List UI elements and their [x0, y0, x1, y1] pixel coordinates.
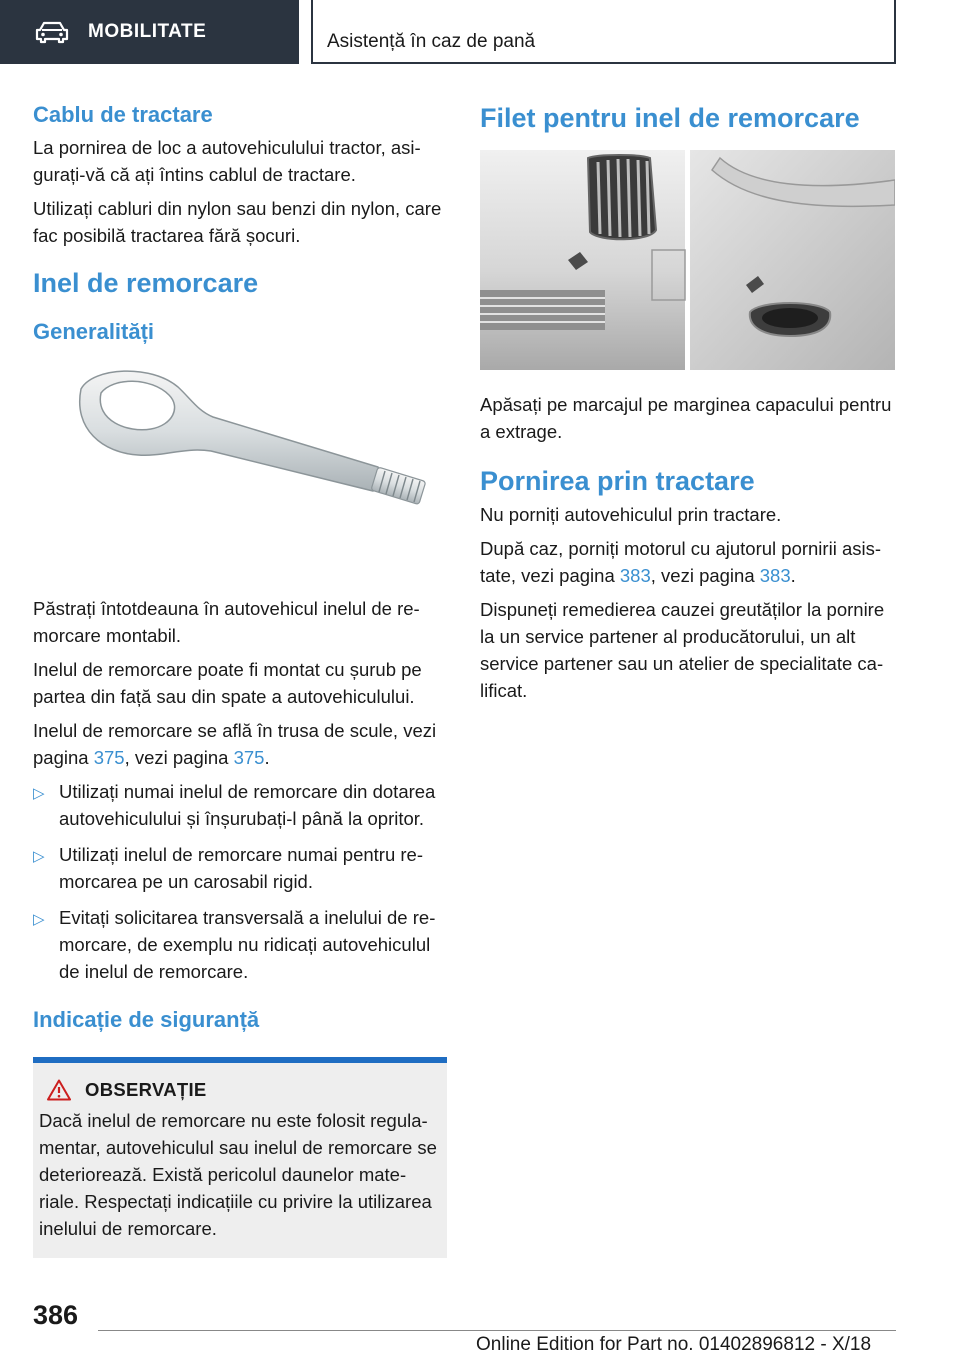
page-link-375[interactable]: 375 — [93, 747, 125, 768]
heading-general: Generalități — [33, 319, 155, 344]
paragraph: Apăsați pe marcajul pe marginea capacului pentru a extrage. — [480, 394, 892, 442]
paragraph: Dispuneți remedierea cauzei greutăților la pornire la un service partener al producătorului, un alt service partener sau un atelier de specialitate calificat. — [480, 599, 885, 701]
page-number: 386 — [33, 1300, 79, 1330]
list-item-text: Evitați solicitarea transversală a inelului de remorcare, de exemplu nu ridicați autovehiculul de inelul de remorcare. — [59, 907, 436, 982]
bullet-list — [33, 778, 447, 985]
footer-divider — [98, 1330, 896, 1331]
page-link-383[interactable]: 383 — [759, 565, 791, 586]
paragraph: Nu porniți autovehiculul prin tractare. — [480, 504, 782, 525]
bullet-triangle-icon: ▷ — [33, 848, 45, 865]
paragraph-toolkit-reference — [33, 717, 447, 771]
paragraph-jump-start-reference — [480, 535, 895, 589]
list-item — [33, 841, 447, 895]
paragraph: Utilizați cabluri din nylon sau benzi din nylon, care fac posibilă tractarea fără șocuri. — [33, 198, 442, 246]
text: După caz, porniți motorul cu ajutorul pornirii asistate, vezi pagina — [480, 538, 882, 586]
warning-text: Dacă inelul de remorcare nu este folosit regulamentar, autovehiculul sau inelul de remorcare se deteriorează. Există pericolul daunelor materiale. Respectați indicațiile cu privire la utilizarea inelului de remorcare. — [39, 1110, 437, 1239]
paragraph: La pornirea de loc a autovehiculului tractor, asigurați-vă că ați întins cablul de tractare. — [33, 137, 421, 185]
bumper-cover-illustration — [480, 150, 895, 370]
heading-towing-cable: Cablu de tractare — [33, 102, 213, 127]
paragraph: Păstrați întotdeauna în autovehicul inelul de remorcare montabil. — [33, 598, 420, 646]
list-item — [33, 904, 447, 985]
list-item-text: Utilizați inelul de remorcare numai pentru remorcarea pe un carosabil rigid. — [59, 844, 423, 892]
header-chapter-box — [311, 0, 896, 64]
warning-header — [39, 1079, 437, 1101]
page-link-383[interactable]: 383 — [619, 565, 651, 586]
right-column — [480, 100, 895, 711]
chapter-title: Asistență în caz de pană — [327, 31, 536, 52]
text: , vezi pagina — [124, 747, 234, 768]
heading-safety-note: Indicație de siguranță — [33, 1007, 260, 1032]
heading-tow-ring: Inel de remorcare — [33, 268, 259, 298]
text: . — [790, 565, 796, 586]
tow-ring-illustration — [33, 359, 447, 589]
list-item-text: Utilizați numai inelul de remorcare din dotarea autovehiculului și înșurubați-l până la opritor. — [59, 781, 436, 829]
header-section-tab — [0, 0, 299, 64]
text: Inelul de remorcare se află în trusa de scule, vezi pagina — [33, 720, 437, 768]
bullet-triangle-icon: ▷ — [33, 911, 45, 928]
warning-box — [33, 1057, 447, 1258]
text: , vezi pagina — [650, 565, 760, 586]
heading-tow-start: Pornirea prin tractare — [480, 466, 755, 496]
text: . — [264, 747, 270, 768]
car-icon — [34, 20, 70, 44]
left-column — [33, 100, 447, 1258]
paragraph: Inelul de remorcare poate fi montat cu șurub pe partea din față sau din spate a autovehiculului. — [33, 659, 422, 707]
page-link-375[interactable]: 375 — [233, 747, 265, 768]
list-item — [33, 778, 447, 832]
heading-tow-ring-thread: Filet pentru inel de remorcare — [480, 103, 860, 133]
warning-triangle-icon — [47, 1079, 71, 1101]
bullet-triangle-icon: ▷ — [33, 785, 45, 802]
warning-title: OBSERVAȚIE — [85, 1079, 207, 1100]
section-title: MOBILITATE — [88, 21, 207, 42]
footer-edition: Online Edition for Part no. 01402896812 - X/18 — [476, 1334, 872, 1355]
